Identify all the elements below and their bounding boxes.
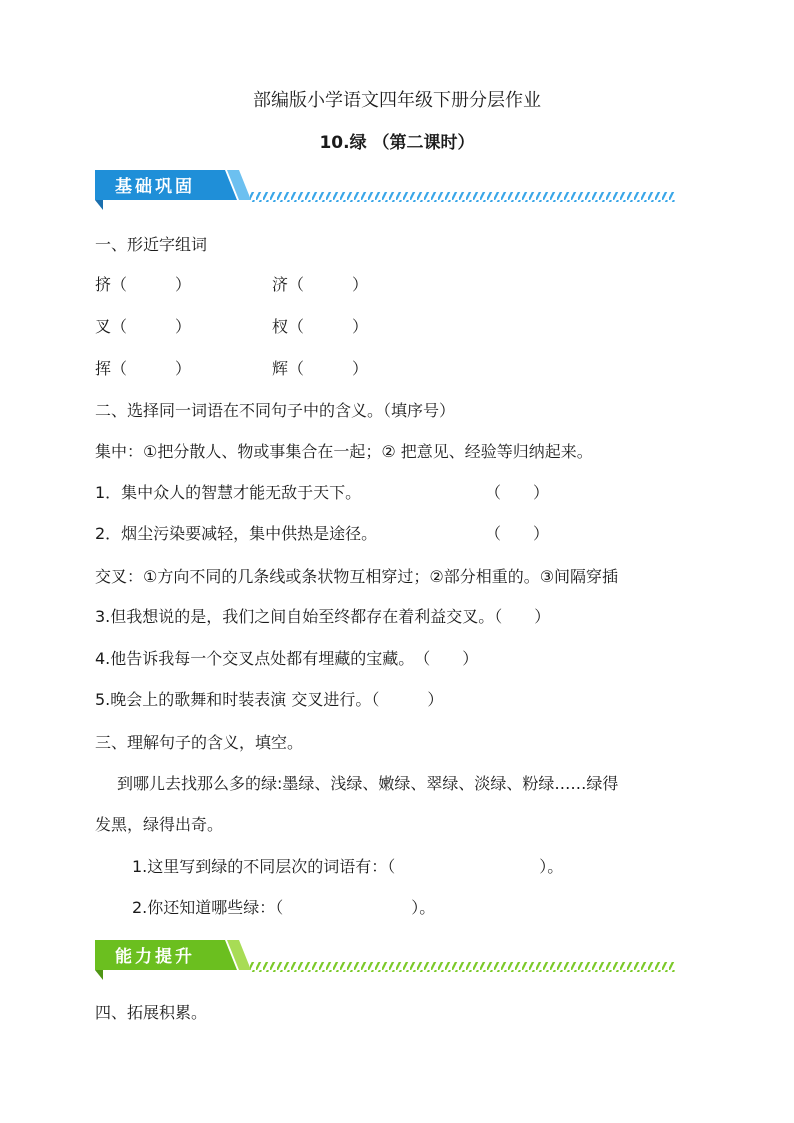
q3-heading: 三、理解句子的含义，填空。 <box>95 733 304 752</box>
q2-item-3: 3.但我想说的是，我们之间自始至终都存在着利益交叉。（ ） <box>95 607 551 626</box>
q2-item-2-blank: （ ） <box>485 524 550 543</box>
q2-item-4: 4.他告诉我每一个交叉点处都有埋藏的宝藏。 （ ） <box>95 649 479 668</box>
q2-definition-jizhong: 集中：①把分散人、物或事集合在一起；② 把意见、经验等归纳起来。 <box>95 442 593 461</box>
q2-item-2: 2．烟尘污染要减轻，集中供热是途径。 <box>95 524 378 543</box>
q3-passage-line-1: 到哪儿去找那么多的绿:墨绿、浅绿、嫩绿、翠绿、淡绿、粉绿……绿得 <box>117 774 619 793</box>
q1-pair-1-right: 济（ ） <box>272 275 369 294</box>
q2-item-1: 1．集中众人的智慧才能无敌于天下。 <box>95 483 362 502</box>
q1-pair-3-left: 挥（ ） <box>95 359 192 378</box>
section-label-basic: 基础巩固 <box>115 177 195 197</box>
q1-pair-2-right: 杈（ ） <box>272 317 369 336</box>
q2-heading: 二、选择同一词语在不同句子中的含义。（填序号） <box>95 401 456 420</box>
q1-pair-3-right: 辉（ ） <box>272 359 369 378</box>
section-banner-basic <box>95 170 680 214</box>
section-label-advanced: 能力提升 <box>115 947 195 967</box>
q1-heading: 一、形近字组词 <box>95 235 208 254</box>
q3-sub-question-1: 1.这里写到绿的不同层次的词语有：（ ）。 <box>132 857 564 876</box>
q1-pair-2-left: 叉（ ） <box>95 317 192 336</box>
q3-sub-question-2: 2.你还知道哪些绿：（ ）。 <box>132 898 436 917</box>
q1-pair-1-left: 挤（ ） <box>95 275 192 294</box>
q2-item-1-blank: （ ） <box>485 483 550 502</box>
section-banner-advanced <box>95 940 680 984</box>
q2-definition-jiaocha: 交叉：①方向不同的几条线或条状物互相穿过；②部分相重的。③间隔穿插 <box>95 567 619 586</box>
lesson-subtitle: 10.绿 （第二课时） <box>319 133 475 153</box>
q2-item-5: 5.晚会上的歌舞和时装表演 交叉进行。（ ） <box>95 690 444 709</box>
q3-passage-line-2: 发黑，绿得出奇。 <box>95 815 224 834</box>
page-title: 部编版小学语文四年级下册分层作业 <box>253 90 541 111</box>
q4-heading: 四、拓展积累。 <box>95 1003 208 1022</box>
